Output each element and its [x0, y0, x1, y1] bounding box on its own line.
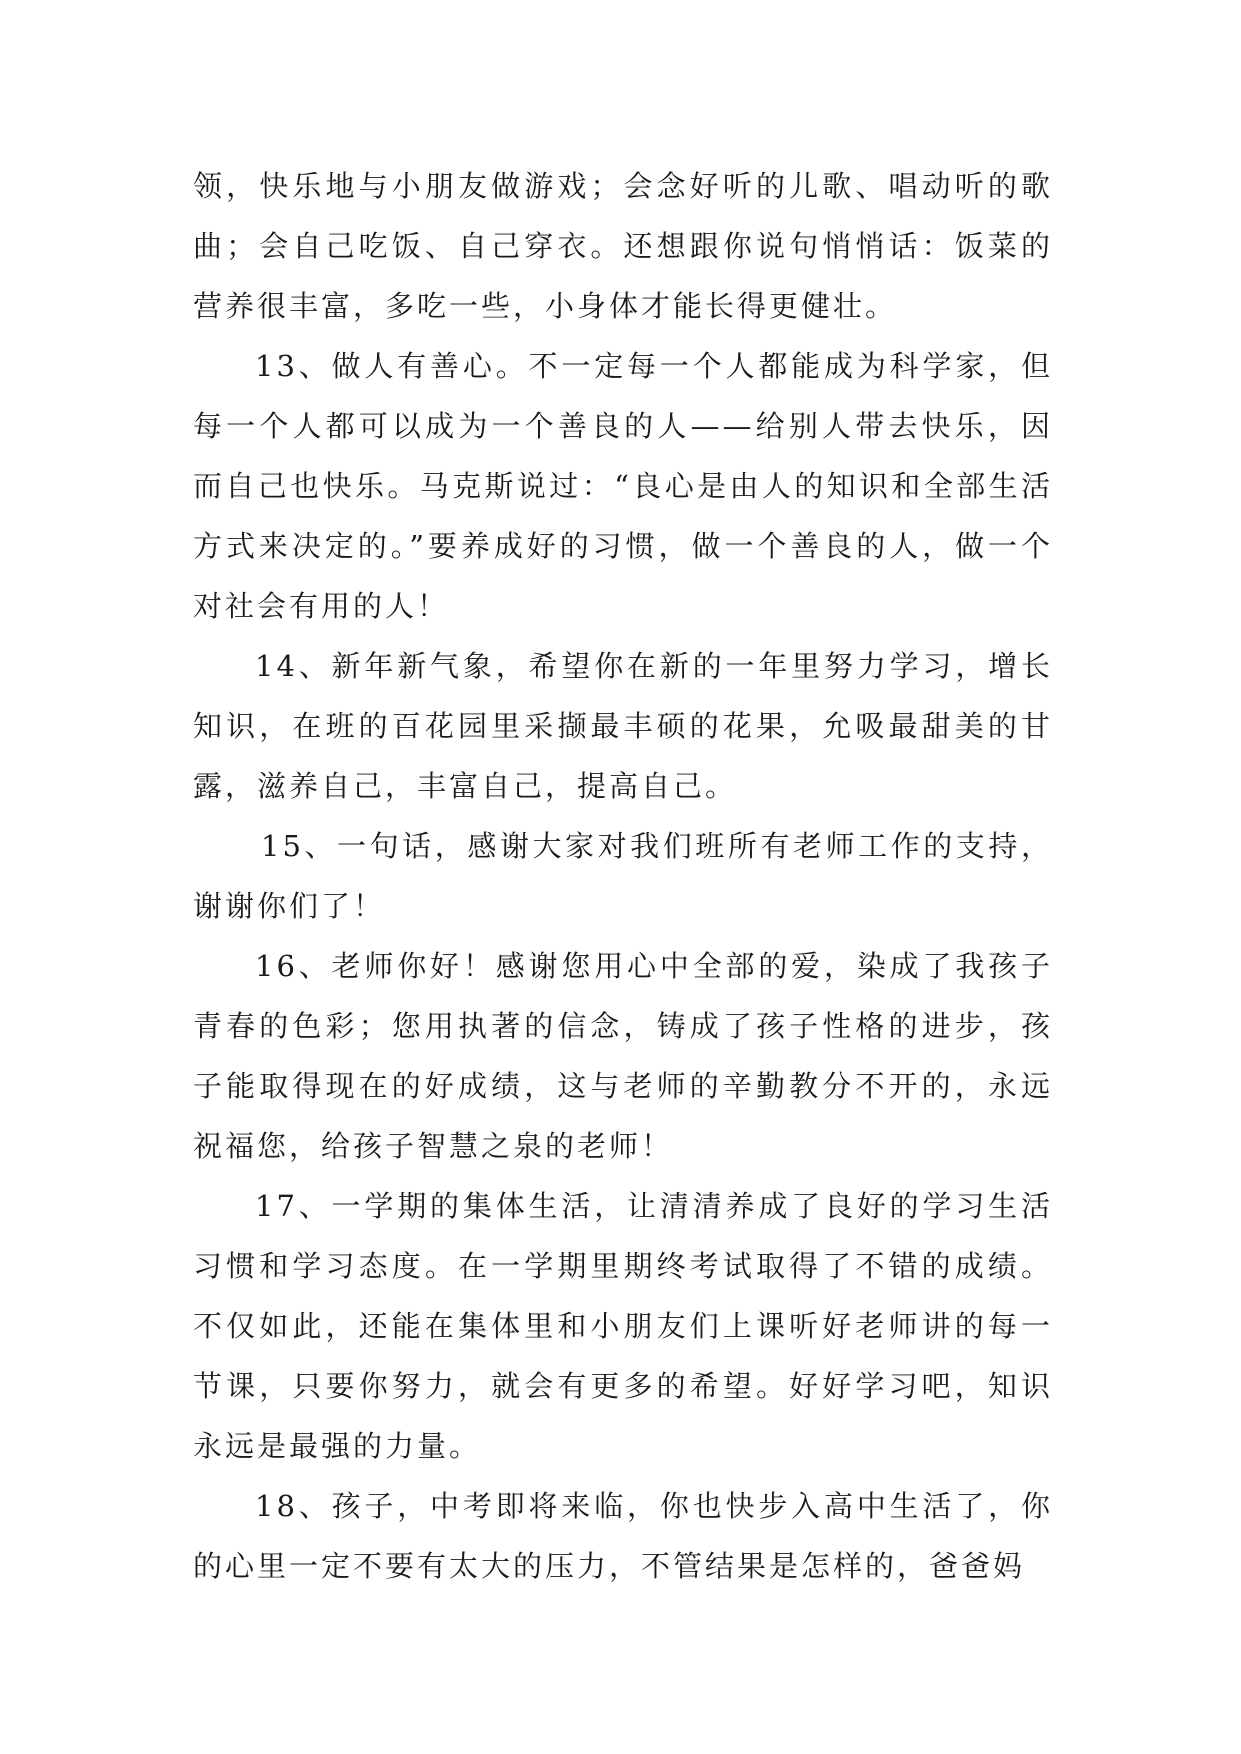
- paragraph-15: 15、一句话，感谢大家对我们班所有老师工作的支持，谢谢你们了！: [193, 829, 1053, 923]
- paragraph-16: 16、老师你好！感谢您用心中全部的爱，染成了我孩子青春的色彩；您用执著的信念，铸成了孩子性格的进步，孩子能取得现在的好成绩，这与老师的辛勤教分不开的，永远祝福您，给孩子智慧之泉的老师！: [193, 949, 1053, 1163]
- paragraph-continued: 领，快乐地与小朋友做游戏；会念好听的儿歌、唱动听的歌曲；会自己吃饭、自己穿衣。还想跟你说句悄悄话：饭菜的营养很丰富，多吃一些，小身体才能长得更健壮。: [193, 169, 1053, 323]
- paragraph-13: 13、做人有善心。不一定每一个人都能成为科学家，但每一个人都可以成为一个善良的人——给别人带去快乐，因而自己也快乐。马克斯说过：“良心是由人的知识和全部生活方式来决定的。”要养成好的习惯，做一个善良的人，做一个对社会有用的人！: [193, 349, 1053, 623]
- paragraph-18: 18、孩子，中考即将来临，你也快步入高中生活了，你的心里一定不要有太大的压力，不管结果是怎样的，爸爸妈: [193, 1489, 1053, 1583]
- paragraph-14: 14、新年新气象，希望你在新的一年里努力学习，增长知识，在班的百花园里采撷最丰硕的花果，允吸最甜美的甘露，滋养自己，丰富自己，提高自己。: [193, 649, 1053, 803]
- paragraph-17: 17、一学期的集体生活，让清清养成了良好的学习生活习惯和学习态度。在一学期里期终考试取得了不错的成绩。不仅如此，还能在集体里和小朋友们上课听好老师讲的每一节课，只要你努力，就会有更多的希望。好好学习吧，知识永远是最强的力量。: [193, 1189, 1053, 1463]
- document-body: [193, 156, 1053, 1596]
